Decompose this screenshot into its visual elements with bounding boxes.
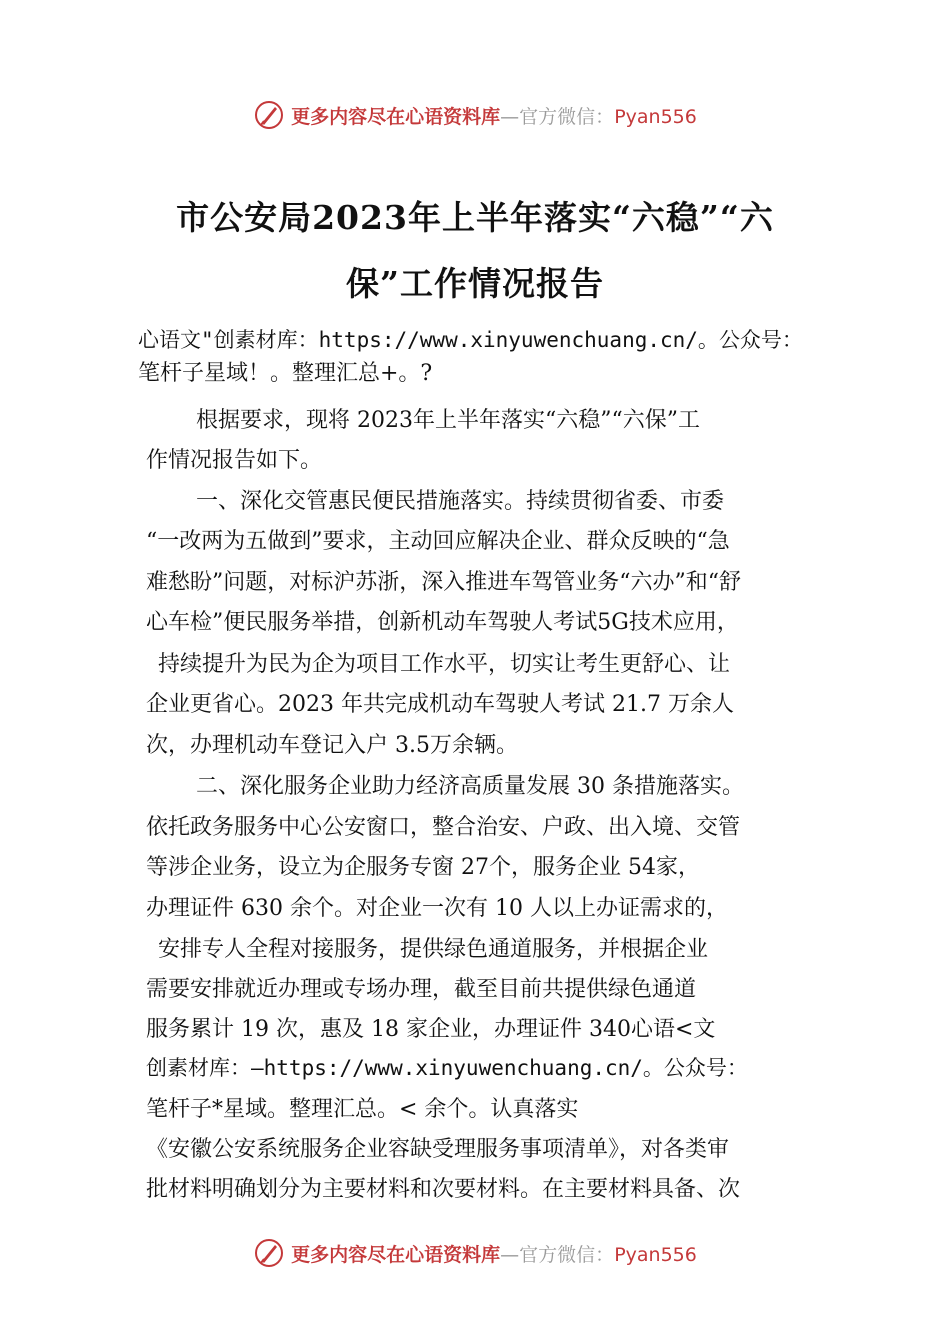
body-line: 根据要求，现将 2023年上半年落实“六稳”“六保”工 (196, 408, 700, 433)
banner-main-text: 更多内容尽在心语资料库 (291, 105, 501, 128)
body-line: 创素材库：—https://www.xinyuwenchuang.cn/。公众号： (146, 1056, 748, 1080)
banner-separator: —官方微信： (500, 105, 615, 128)
body-line: 等涉企业务，设立为企服务专窗 27个，服务企业 54家， (146, 855, 700, 880)
body-line: 需要安排就近办理或专场办理，截至目前共提供绿色通道 (146, 977, 697, 1002)
banner-handle: Pyan556 (614, 105, 697, 128)
banner-handle: Pyan556 (614, 1243, 697, 1266)
body-line: 一、深化交管惠民便民措施落实。持续贯彻省委、市委 (196, 489, 725, 514)
bottom-watermark-banner (0, 1233, 950, 1273)
quill-logo-icon (253, 99, 285, 131)
banner-separator: —官方微信： (500, 1243, 615, 1266)
body-line: 心车检”便民服务举措，创新机动车驾驶人考试5G技术应用， (146, 610, 739, 635)
body-line: 笔杆子星域！。整理汇总+。? (138, 361, 433, 386)
body-line: 服务累计 19 次，惠及 18 家企业，办理证件 340心语<文 (146, 1017, 716, 1042)
document-title-line-1: 市公安局2023年上半年落实“六稳”“六 (176, 198, 774, 237)
body-line: 次，办理机动车登记入户 3.5万余辆。 (146, 733, 518, 758)
banner-main-text: 更多内容尽在心语资料库 (291, 1243, 501, 1266)
body-line: “一改两为五做到”要求，主动回应解决企业、群众反映的“急 (146, 529, 730, 554)
body-line: 办理证件 630 余个。对企业一次有 10 人以上办证需求的， (146, 896, 728, 921)
top-watermark-banner (0, 95, 950, 135)
body-line: 持续提升为民为企为项目工作水平，切实让考生更舒心、让 (158, 652, 731, 677)
body-line: 企业更省心。2023 年共完成机动车驾驶人考试 21.7 万余人 (146, 692, 734, 717)
quill-logo-icon (253, 1237, 285, 1269)
body-line: 作情况报告如下。 (146, 448, 323, 473)
body-line: 二、深化服务企业助力经济高质量发展 30 条措施落实。 (196, 774, 744, 799)
body-line: 笔杆子*星域。整理汇总。< 余个。认真落实 (146, 1097, 579, 1122)
body-line: 安排专人全程对接服务，提供绿色通道服务，并根据企业 (158, 937, 709, 962)
document-title-line-2: 保”工作情况报告 (346, 264, 604, 303)
body-line: 《安徽公安系统服务企业容缺受理服务事项清单》，对各类审 (146, 1137, 730, 1162)
body-line: 批材料明确划分为主要材料和次要材料。在主要材料具备、次 (146, 1177, 741, 1202)
body-line: 依托政务服务中心公安窗口，整合治安、户政、出入境、交管 (146, 815, 741, 840)
body-line: 心语文"创素材库：https://www.xinyuwenchuang.cn/。公众号： (138, 328, 803, 352)
body-line: 难愁盼”问题，对标沪苏浙，深入推进车驾管业务“六办”和“舒 (146, 570, 741, 595)
